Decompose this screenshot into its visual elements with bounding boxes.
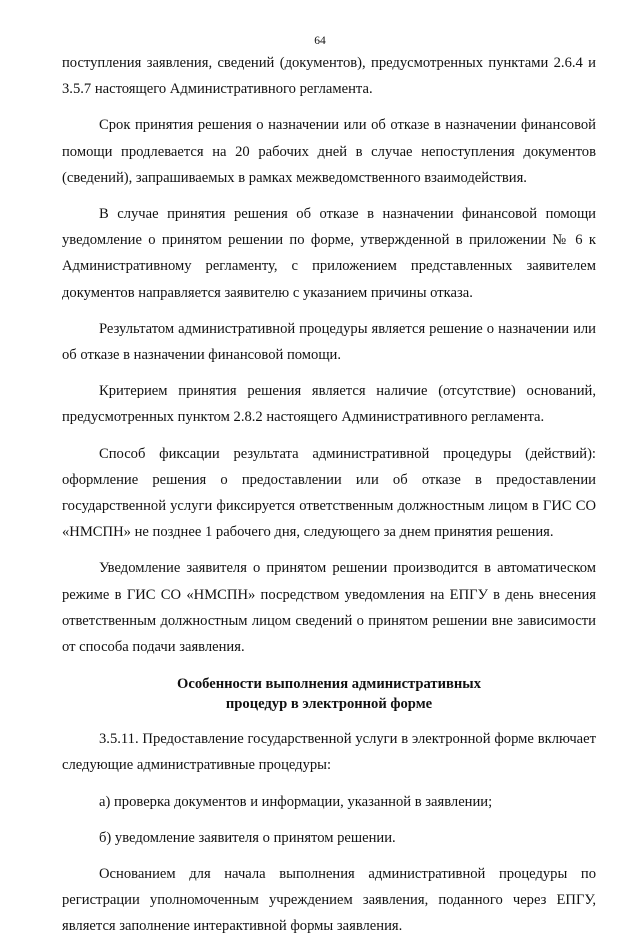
paragraph-fixation-method: Способ фиксации результата административной процедуры (действий): оформление решения о предоставлении или об отказе в предоставлении государственной услуги фиксируется ответственным должностным лицом в ГИС СО «НМСПН» не позднее 1 рабочего дня, следующего за днем принятия решения.	[62, 445, 596, 541]
section-heading-line-2: процедур в электронной форме	[225, 696, 433, 713]
paragraph-registration-basis: Основанием для начала выполнения административной процедуры по регистрации уполномоченным учреждением заявления, поданного через ЕПГУ, является заполнение интерактивной формы заявления.	[62, 866, 596, 935]
list-item-b: б) уведомление заявителя о принятом решении.	[99, 829, 396, 846]
paragraph-deadline-extension: Срок принятия решения о назначении или об отказе в назначении финансовой помощи продлевается на 20 рабочих дней в случае непоступления документов (сведений), запрашиваемых в рамках межведомственного взаимодействия.	[62, 117, 596, 186]
paragraph-procedure-result: Результатом административной процедуры является решение о назначении или об отказе в назначении финансовой помощи.	[62, 320, 596, 364]
paragraph-continuation: поступления заявления, сведений (документов), предусмотренных пунктами 2.6.4 и 3.5.7 настоящего Административного регламента.	[62, 55, 596, 98]
paragraph-refusal-notice: В случае принятия решения об отказе в назначении финансовой помощи уведомление о принятом решении по форме, утвержденной в приложении № 6 к Административному регламенту, с приложением представленных заявителем документов направляется заявителю с указанием причины отказа.	[62, 206, 596, 301]
paragraph-applicant-notification: Уведомление заявителя о принятом решении производится в автоматическом режиме в ГИС СО «НМСПН» посредством уведомления на ЕПГУ в день внесения ответственным должностным лицом сведений о принятом решении вне зависимости от способа подачи заявления.	[62, 560, 596, 656]
page-number: 64	[314, 35, 326, 47]
list-item-a: а) проверка документов и информации, указанной в заявлении;	[99, 793, 493, 810]
document-body	[62, 50, 596, 950]
paragraph-electronic-procedures: 3.5.11. Предоставление государственной услуги в электронной форме включает следующие административные процедуры:	[62, 731, 596, 774]
paragraph-decision-criterion: Критерием принятия решения является наличие (отсутствие) оснований, предусмотренных пунктом 2.8.2 настоящего Административного регламента.	[62, 383, 596, 426]
section-heading-line-1: Особенности выполнения административных	[176, 676, 481, 693]
section-heading	[62, 670, 596, 714]
